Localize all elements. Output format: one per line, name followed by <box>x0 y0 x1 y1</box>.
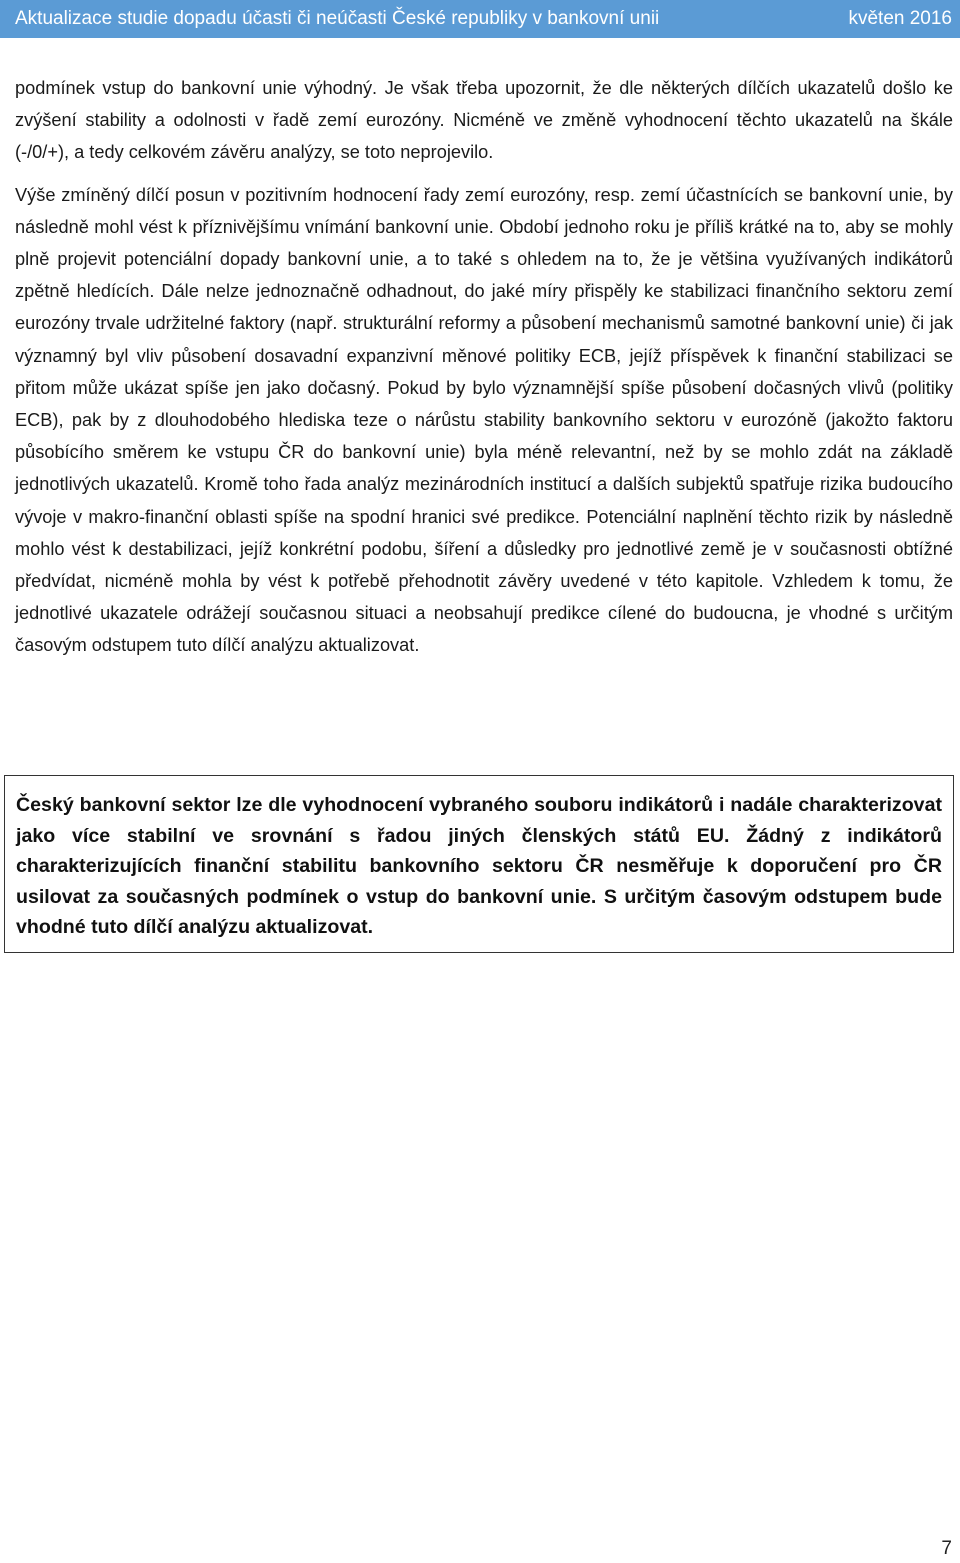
summary-text: Český bankovní sektor lze dle vyhodnocení vybraného souboru indikátorů i nadále charakterizovat jako více stabilní ve srovnání s řadou jiných členských států EU. Žádný z indikátorů charakterizujících finanční stabilitu bankovního sektoru ČR nesměřuje k doporučení pro ČR usilovat za současných podmínek o vstup do bankovní unie. S určitým časovým odstupem bude vhodné tuto dílčí analýzu aktualizovat. <box>16 794 942 939</box>
body-paragraph-2: Výše zmíněný dílčí posun v pozitivním hodnocení řady zemí eurozóny, resp. zemí účastnících se bankovní unie, by následně mohl vést k příznivějšímu vnímání bankovní unie. Období jednoho roku je příliš krátké na to, aby se mohly plně projevit potenciální dopady bankovní unie, a to také s ohledem na to, že je většina využívaných indikátorů zpětně hledících. Dále nelze jednoznačně odhadnout, do jaké míry přispěly ke stabilizaci finančního sektoru zemí eurozóny trvale udržitelné faktory (např. strukturální reformy a působení mechanismů samotné bankovní unie) či jak významný byl vliv působení dosavadní expanzivní měnové politiky ECB, jejíž příspěvek k finanční stabilizaci se přitom může ukázat spíše jen jako dočasný. Pokud by bylo významnější spíše působení dočasných vlivů (politiky ECB), pak by z dlouhodobého hlediska teze o nárůstu stability bankovního sektoru v eurozóně (jakožto faktoru působícího směrem ke vstupu ČR do bankovní unie) byla méně relevantní, než by se mohlo zdát na základě jednotlivých ukazatelů. Kromě toho řada analýz mezinárodních institucí a dalších subjektů spatřuje rizika budoucího vývoje v makro-finanční oblasti spíše na spodní hranici své predikce. Potenciální naplnění těchto rizik by následně mohlo vést k destabilizaci, jejíž konkrétní podobu, šíření a důsledky pro jednotlivé země je v současnosti obtížné předvídat, nicméně mohla by vést k potřebě přehodnotit závěry uvedené v této kapitole. Vzhledem k tomu, že jednotlivé ukazatele odrážejí současnou situaci a neobsahují predikce cílené do budoucna, je vhodné s určitým časovým odstupem tuto dílčí analýzu aktualizovat. <box>15 184 953 656</box>
document-body <box>15 72 953 662</box>
document-date: květen 2016 <box>848 8 952 29</box>
page-number: 7 <box>941 1538 952 1559</box>
page-header <box>0 0 960 38</box>
summary-box <box>4 775 954 953</box>
body-paragraph-1: podmínek vstup do bankovní unie výhodný. Je však třeba upozornit, že dle některých dílčích ukazatelů došlo ke zvýšení stability a odolnosti v řadě zemí eurozóny. Nicméně ve změně vyhodnocení těchto ukazatelů na škále (-/0/+), a tedy celkovém závěru analýzy, se toto neprojevilo. <box>15 78 953 163</box>
document-title: Aktualizace studie dopadu účasti či neúčasti České republiky v bankovní unii <box>15 8 660 29</box>
